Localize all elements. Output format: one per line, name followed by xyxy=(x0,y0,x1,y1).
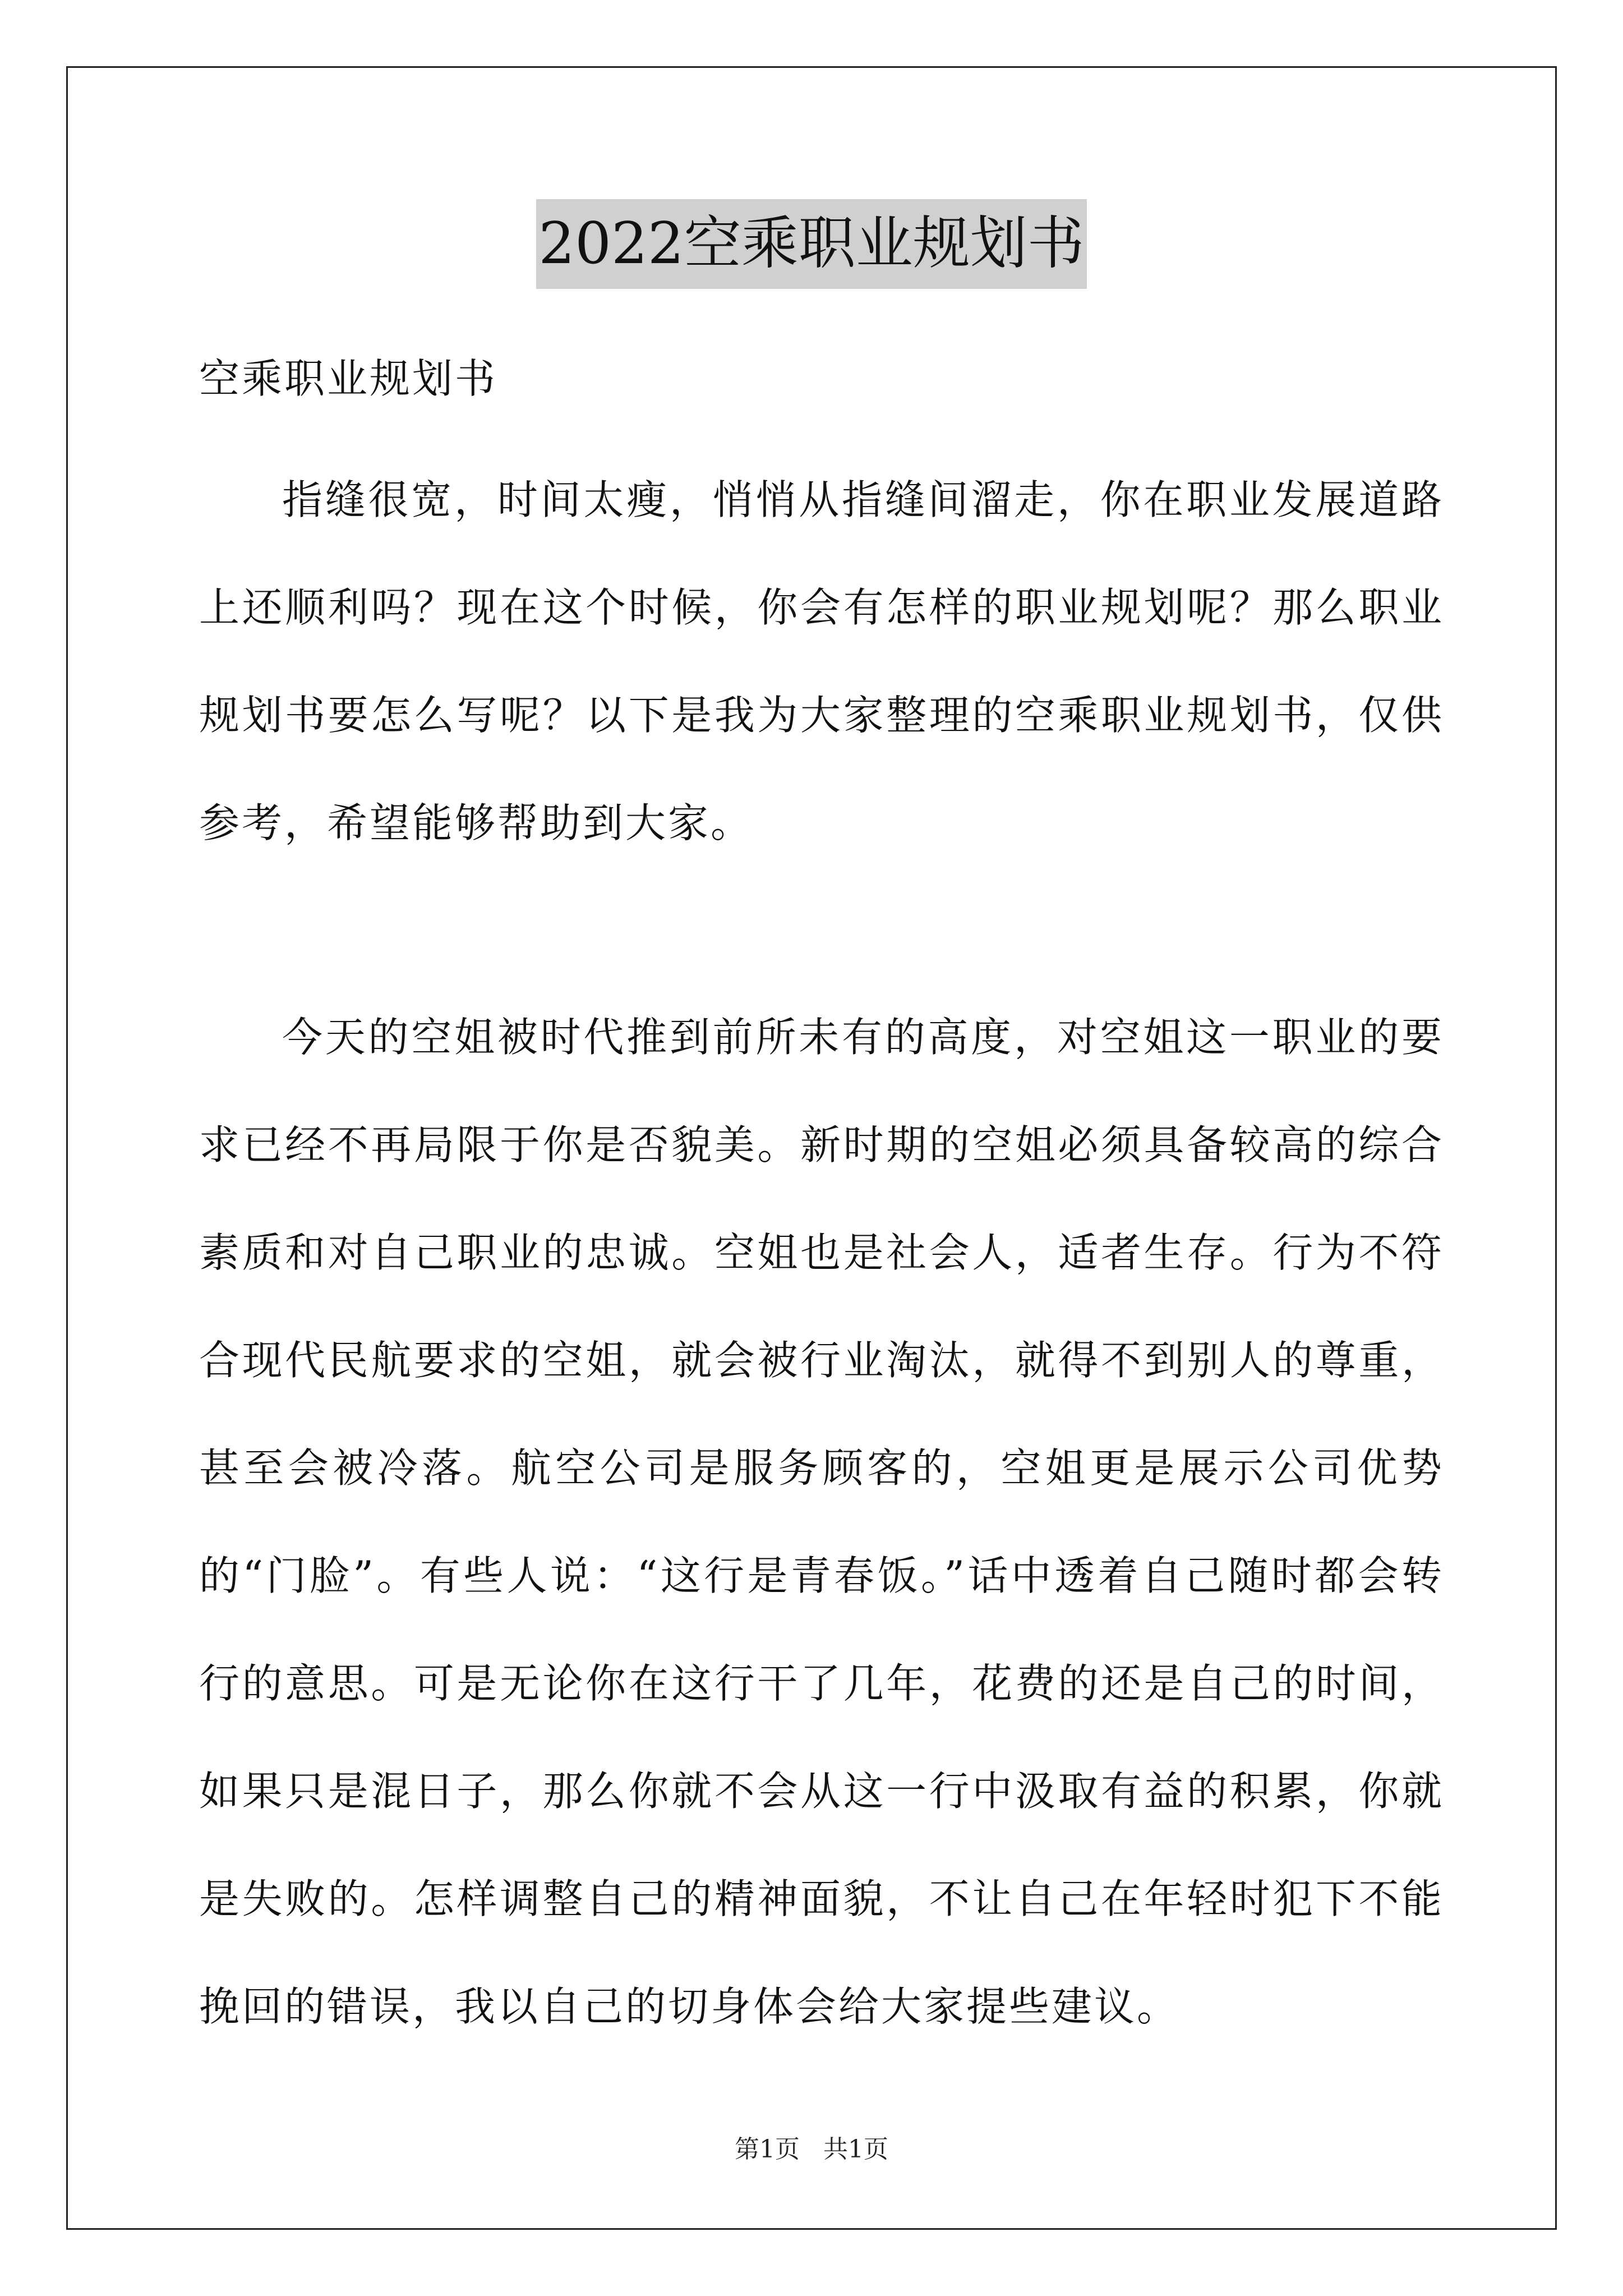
document-subtitle: 空乘职业规划书 xyxy=(199,355,498,402)
document-title: 2022空乘职业规划书 xyxy=(536,199,1087,289)
body-paragraph: 今天的空姐被时代推到前所未有的高度，对空姐这一职业的要求已经不再局限于你是否貌美。新时期的空姐必须具备较高的综合素质和对自己职业的忠诚。空姐也是社会人，适者生存。行为不符合现代民航要求的空姐，就会被行业淘汰，就得不到别人的尊重，甚至会被冷落。航空公司是服务顾客的，空姐更是展示公司优势的“门脸”。有些人说：“这行是青春饭。”话中透着自己随时都会转行的意思。可是无论你在这行干了几年，花费的还是自己的时间，如果只是混日子，那么你就不会从这一行中汲取有益的积累，你就是失败的。怎样调整自己的精神面貌，不让自己在年轻时犯下不能挽回的错误，我以自己的切身体会给大家提些建议。 xyxy=(199,1014,1444,2030)
document-body xyxy=(199,345,1444,2060)
page-footer: 第1页 共1页 xyxy=(735,2135,888,2164)
title-container xyxy=(0,199,1623,289)
intro-paragraph: 指缝很宽，时间太瘦，悄悄从指缝间溜走，你在职业发展道路上还顺利吗？现在这个时候，你会有怎样的职业规划呢？那么职业规划书要怎么写呢？以下是我为大家整理的空乘职业规划书，仅供参考，希望能够帮助到大家。 xyxy=(199,476,1444,846)
paragraph-spacer xyxy=(199,877,1444,983)
